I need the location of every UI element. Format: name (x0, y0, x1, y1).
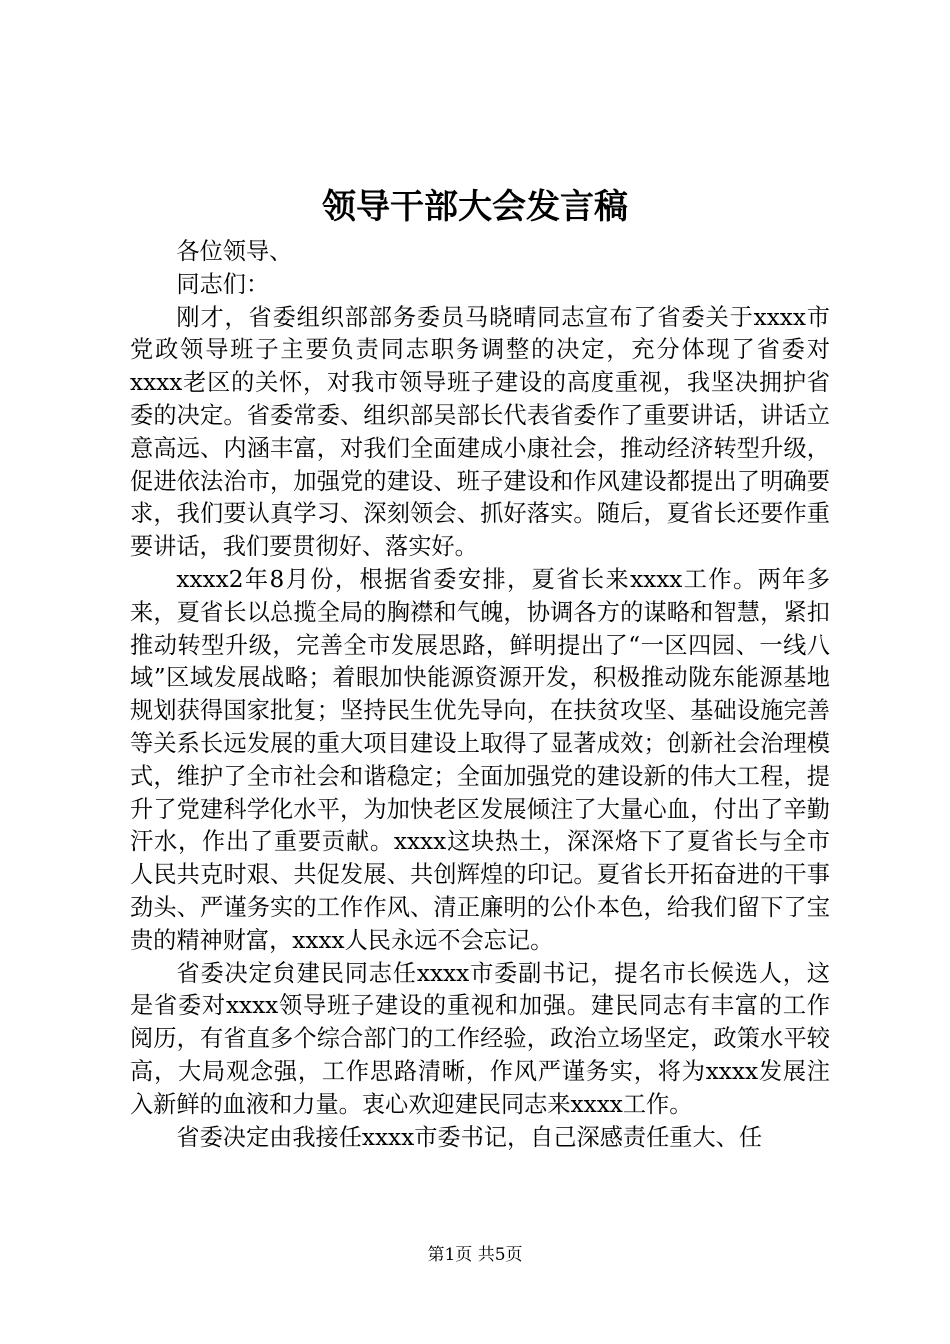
page-footer: 第1页 共5页 (427, 1245, 523, 1265)
salutation-line-1: 各位领导、 (176, 238, 293, 265)
document-body (130, 236, 830, 1154)
body-paragraph-4: 省委决定由我接任xxxx市委书记，自己深感责任重大、任 (176, 1123, 763, 1151)
salutation-line-2: 同志们： (176, 270, 270, 298)
document-title: 领导干部大会发言稿 (322, 187, 628, 227)
body-paragraph-3: 省委决定贠建民同志任xxxx市委副书记，提名市长候选人，这是省委对xxxx领导班子建设的重视和加强。建民同志有丰富的工作阅历，有省直多个综合部门的工作经验，政治立场坚定，政策水平较高，大局观念强，工作思路清晰，作风严谨务实，将为xxxx发展注入新鲜的血液和力量。衷心欢迎建民同志来xxxx工作。 (130, 959, 830, 1118)
body-paragraph-1: 刚才，省委组织部部务委员马晓晴同志宣布了省委关于xxxx市党政领导班子主要负责同志职务调整的决定，充分体现了省委对xxxx老区的关怀，对我市领导班子建设的高度重视，我坚决拥护省委的决定。省委常委、组织部吴部长代表省委作了重要讲话，讲话立意高远、内涵丰富，对我们全面建成小康社会，推动经济转型升级，促进依法治市，加强党的建设、班子建设和作风建设都提出了明确要求，我们要认真学习、深刻领会、抓好落实。随后，夏省长还要作重要讲话，我们要贯彻好、落实好。 (130, 303, 830, 561)
body-paragraph-2: xxxx2年8月份，根据省委安排，夏省长来xxxx工作。两年多来，夏省长以总揽全局的胸襟和气魄，协调各方的谋略和智慧，紧扣推动转型升级，完善全市发展思路，鲜明提出了“一区四园、一线八域”区域发展战略；着眼加快能源资源开发，积极推动陇东能源基地规划获得国家批复；坚持民生优先导向，在扶贫攻坚、基础设施完善等关系长远发展的重大项目建设上取得了显著成效；创新社会治理模式，维护了全市社会和谐稳定；全面加强党的建设新的伟大工程，提升了党建科学化水平，为加快老区发展倾注了大量心血，付出了辛勤汗水，作出了重要贡献。xxxx这块热土，深深烙下了夏省长与全市人民共克时艰、共促发展、共创辉煌的印记。夏省长开拓奋进的干事劲头、严谨务实的工作作风、清正廉明的公仆本色，给我们留下了宝贵的精神财富，xxxx人民永远不会忘记。 (130, 565, 830, 954)
